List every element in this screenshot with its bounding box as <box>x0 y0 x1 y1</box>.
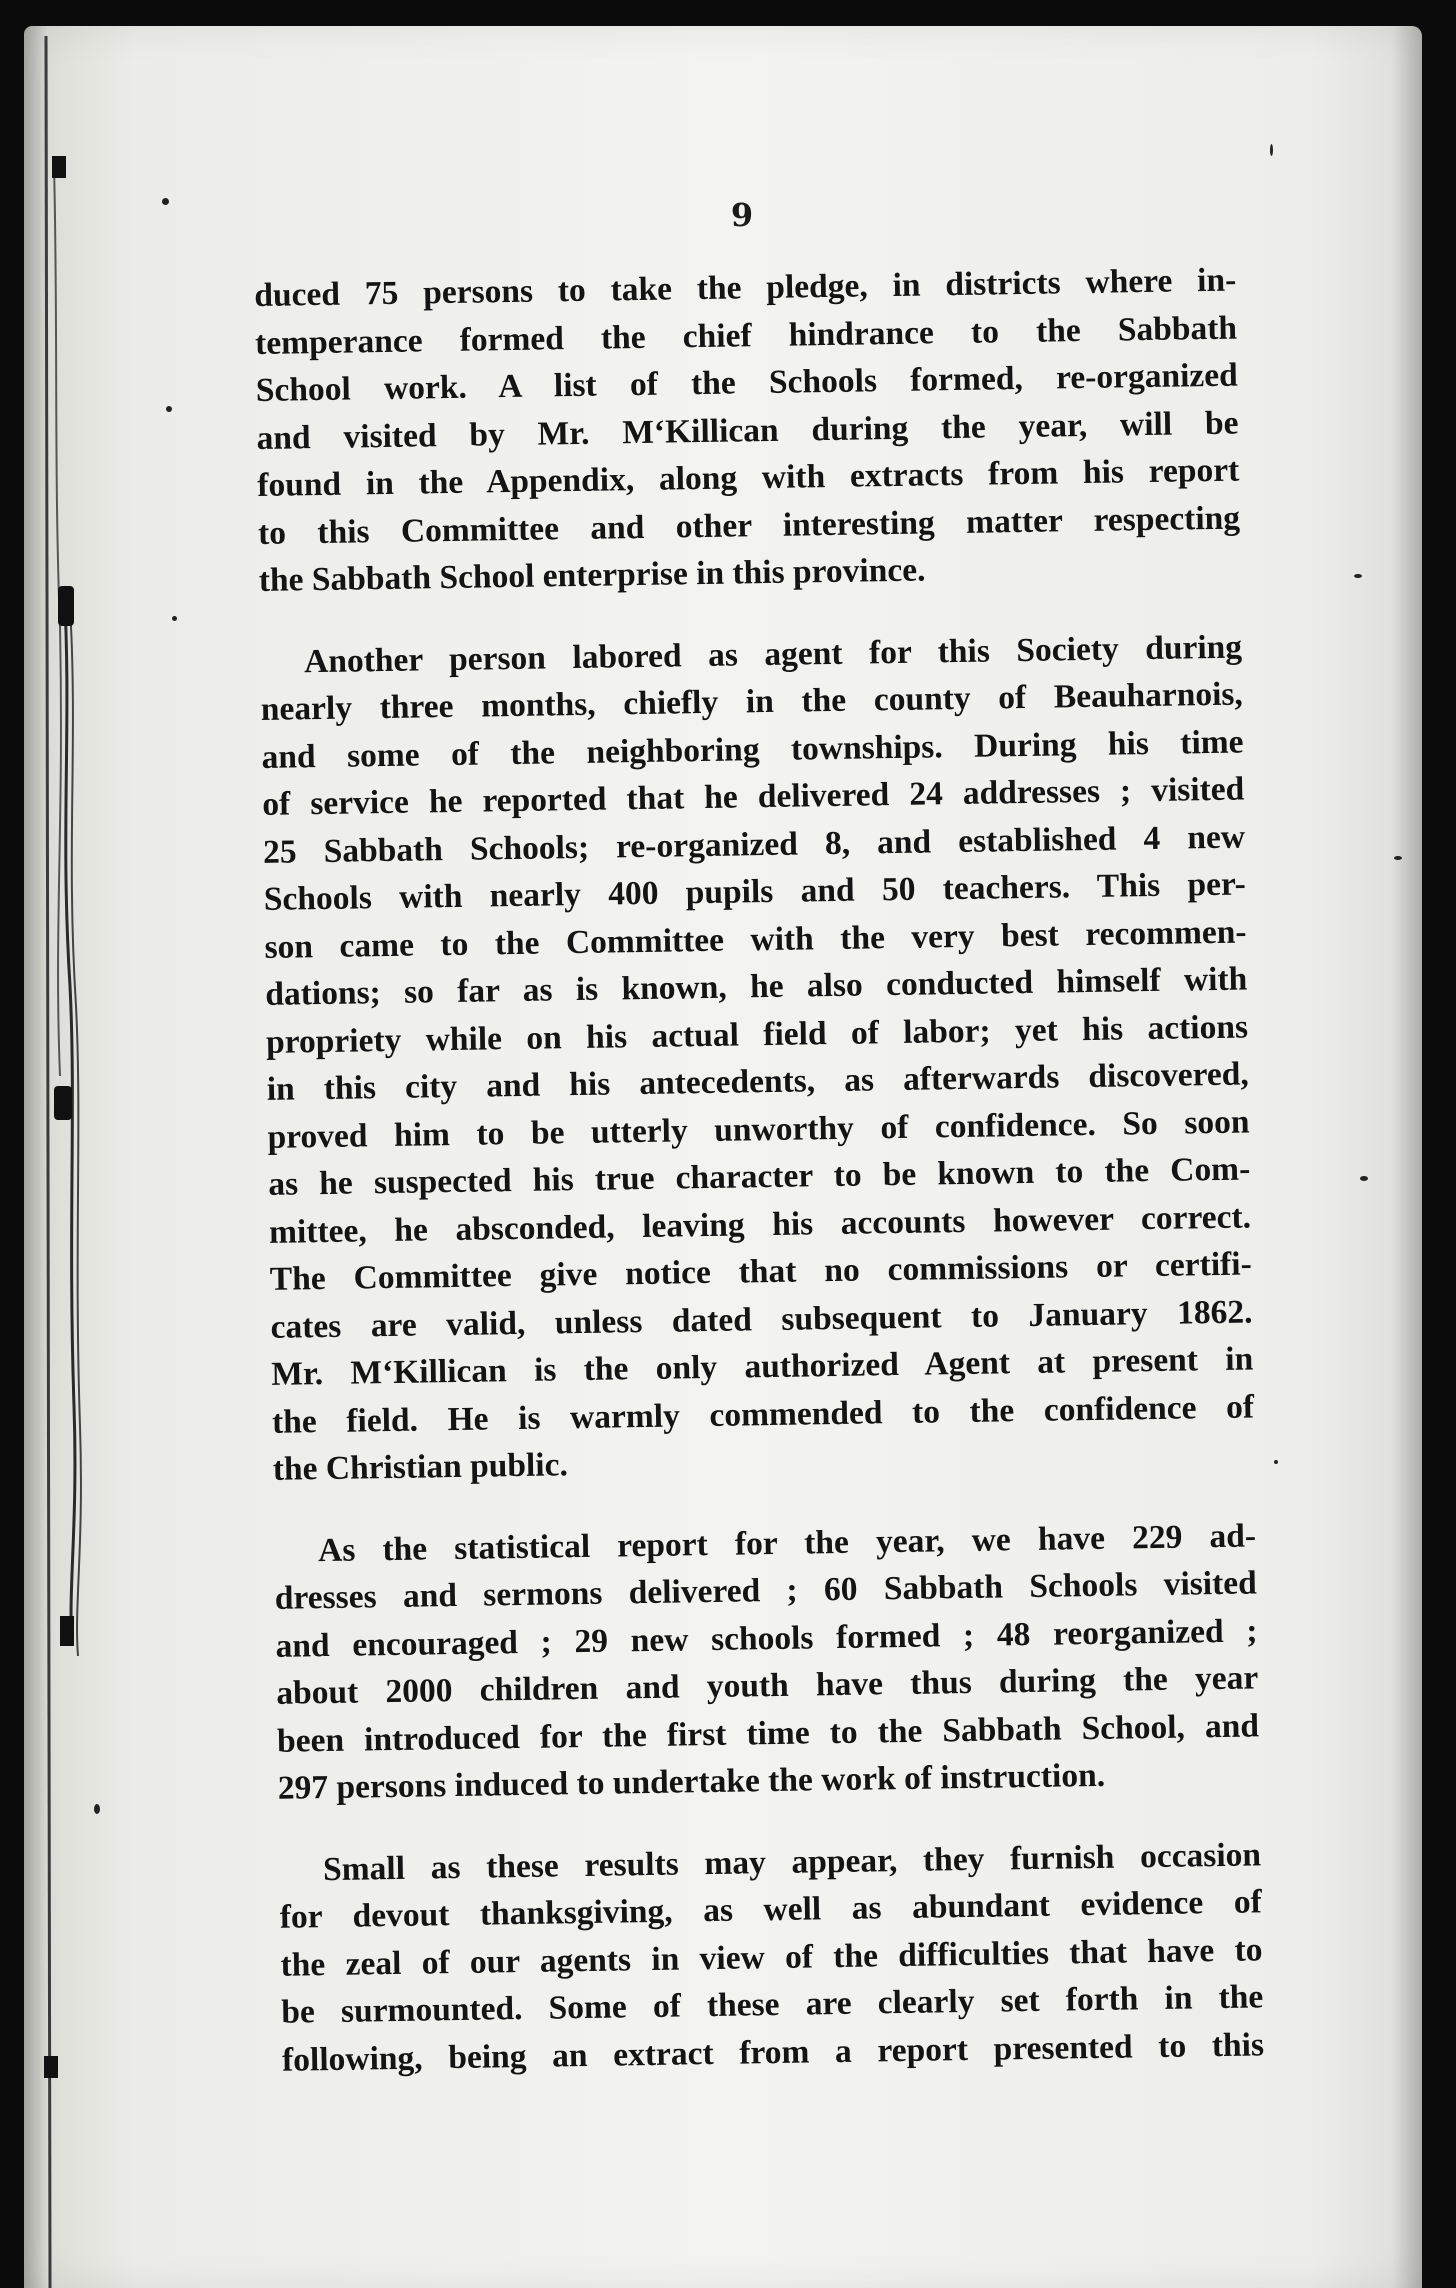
text-line: the Christian public. <box>272 1446 569 1488</box>
paragraph-agent <box>260 623 1255 1493</box>
text-line: duced 75 persons to take the pledge, in districts where in- <box>254 261 1237 314</box>
text-line: Schools with nearly 400 pupils and 50 teachers. This per- <box>263 865 1247 918</box>
speck <box>1394 856 1402 860</box>
text-line: the Sabbath School enterprise in this province. <box>258 551 926 599</box>
text-line: of service he reported that he delivered 24 addresses ; visited <box>262 770 1245 823</box>
text-line: Mr. M‘Killican is the only authorized Agent at present in <box>271 1340 1254 1393</box>
body-text <box>254 257 1265 2118</box>
text-line: School work. A list of the Schools formed, re-organized <box>255 356 1239 409</box>
text-line: found in the Appendix, along with extracts from his report <box>257 451 1240 504</box>
text-line: mittee, he absconded, leaving his accounts however correct. <box>268 1197 1252 1251</box>
paragraph-continued <box>254 257 1241 605</box>
text-line: in this city and his antecedents, as afterwards discovered, <box>266 1055 1250 1108</box>
text-line: temperance formed the chief hindrance to the Sabbath <box>254 309 1238 362</box>
edge-shadow <box>1392 26 1422 2288</box>
text-line: to this Committee and other interesting matter respecting <box>257 499 1241 552</box>
text-line: following, being an extract from a report presented to this <box>281 2025 1265 2079</box>
text-line: for devout thanksgiving, as well as abundant evidence of <box>279 1883 1263 1936</box>
text-line: dresses and sermons delivered ; 60 Sabbath Schools visited <box>274 1564 1258 1617</box>
binding-thread <box>24 26 114 2288</box>
text-line: cates are valid, unless dated subsequent to January 1862. <box>270 1292 1253 1346</box>
text-line: Small as these results may appear, they furnish occasion <box>322 1835 1262 1888</box>
text-line: and some of the neighboring townships. During his time <box>261 723 1244 776</box>
text-line: about 2000 children and youth have thus during the year <box>276 1659 1259 1712</box>
speck <box>1354 574 1362 578</box>
text-line: propriety while on his actual field of labor; yet his actions <box>265 1007 1249 1061</box>
text-line: and visited by Mr. M‘Killican during the year, will be <box>256 404 1239 457</box>
speck <box>1274 1460 1278 1464</box>
speck <box>166 406 172 412</box>
text-line: the zeal of our agents in view of the difficulties that have to <box>280 1930 1263 1984</box>
paragraph-statistics <box>274 1512 1260 1812</box>
text-line: Another person labored as agent for this Society during <box>303 628 1243 680</box>
text-line: and encouraged ; 29 new schools formed ; 48 reorganized ; <box>275 1611 1258 1665</box>
speck <box>1360 1176 1368 1181</box>
speck <box>1270 144 1273 156</box>
text-line: be surmounted. Some of these are clearly set forth in the <box>281 1978 1264 2031</box>
text-line: 297 persons induced to undertake the work of instruction. <box>277 1756 1106 1807</box>
text-line: As the statistical report for the year, we have 229 ad- <box>317 1516 1257 1569</box>
speck <box>94 1804 100 1814</box>
text-line: son came to the Committee with the very best recommen- <box>264 912 1247 966</box>
text-line: nearly three months, chiefly in the county of Beauharnois, <box>260 675 1244 728</box>
text-line: the field. He is warmly commended to the confidence of <box>271 1387 1255 1441</box>
text-line: dations; so far as is known, he also conducted himself with <box>265 960 1248 1013</box>
text-line: as he suspected his true character to be known to the Com- <box>268 1150 1251 1203</box>
text-line: proved him to be utterly unworthy of confidence. So soon <box>267 1102 1250 1156</box>
text-line: 25 Sabbath Schools; re-organized 8, and established 4 new <box>262 818 1246 871</box>
page-number: 9 <box>730 196 754 234</box>
speck <box>172 616 177 621</box>
text-line: The Committee give notice that no commissions or certifi- <box>269 1245 1252 1298</box>
text-line: been introduced for the first time to the Sabbath School, and <box>276 1706 1260 1760</box>
paragraph-results <box>279 1831 1265 2084</box>
